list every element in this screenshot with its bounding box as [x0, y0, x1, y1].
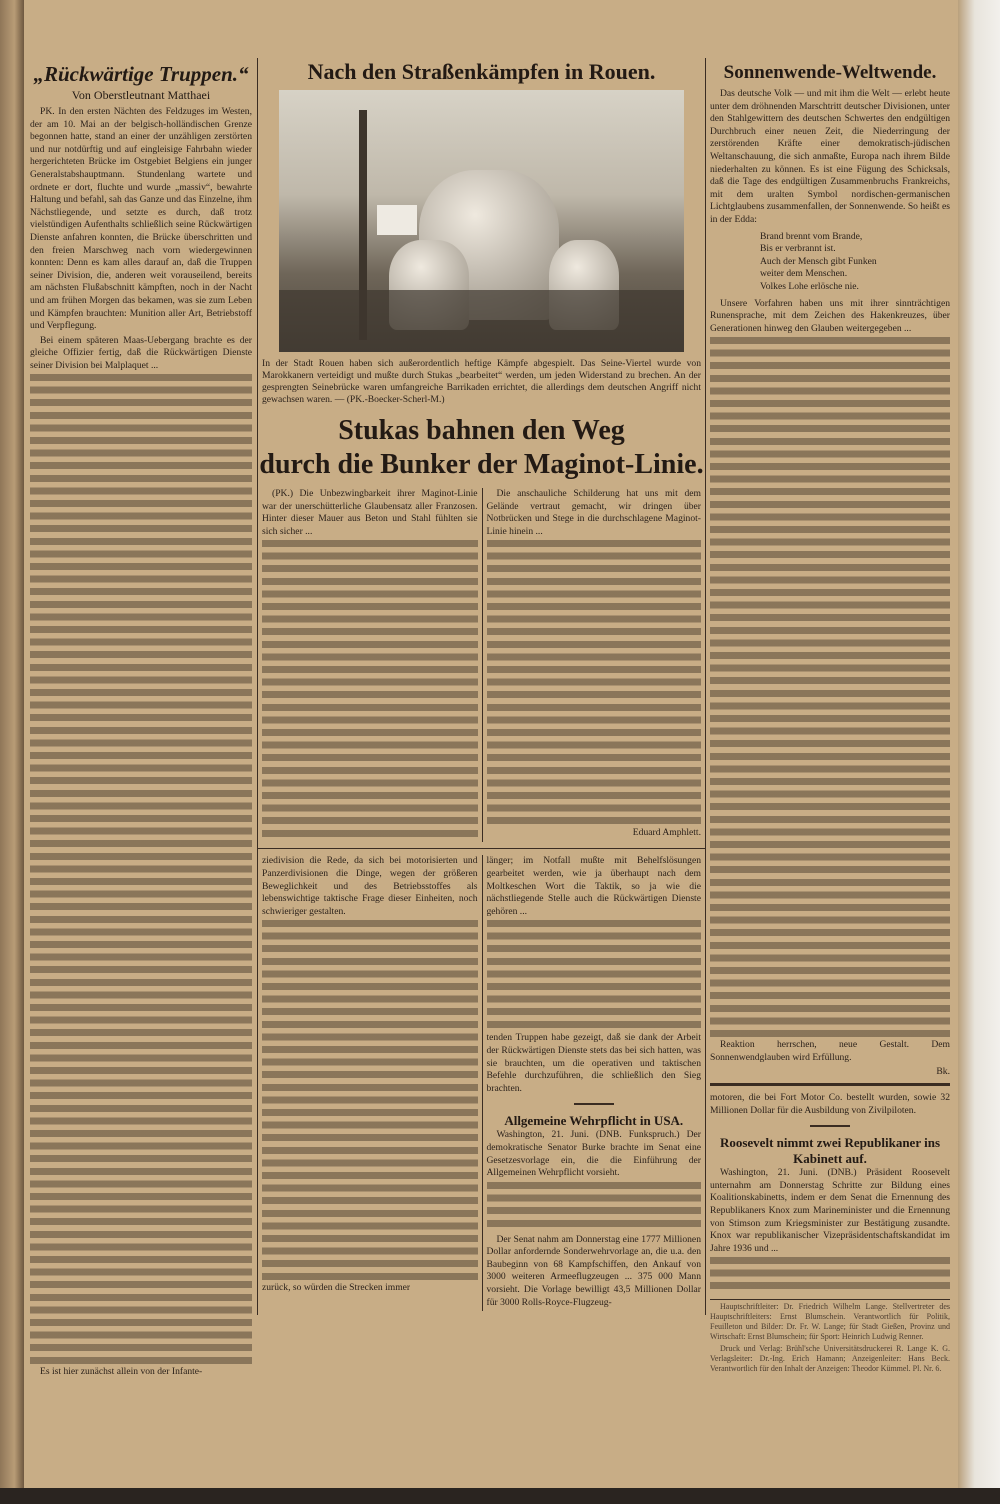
- imprint: [710, 1299, 950, 1374]
- paragraph: Reaktion herrschen, neue Gestalt. Dem Sonnenwendglauben wird Erfüllung.: [710, 1039, 950, 1063]
- article-roosevelt: [710, 1092, 950, 1374]
- scan-border: [0, 1488, 1000, 1504]
- article-continuation-col-1: [258, 855, 482, 1311]
- paragraph: Washington, 21. Juni. (DNB. Funkspruch.) Der demokratische Senator Burke brachte im Senat eine Gesetzesvorlage ein, die die Einführung der Allgemeinen Wehrpflicht vorsieht.: [486, 1129, 701, 1179]
- article-byline: Von Oberstleutnant Matthaei: [71, 88, 211, 102]
- verse-line: Auch der Mensch gibt Funken: [760, 255, 877, 267]
- article-stukas-col-2: [482, 488, 706, 842]
- paragraph: Das deutsche Volk — und mit ihm die Welt — erlebt heute unter dem dröhnenden Marschtritt deutscher Divisionen, unter den Stahlgewittern des deutschen Schwertes den endgültigen Durchbruch einer neuen Zeit, die Niederringung der zerstörenden Kräfte einer demokratisch-jüdischen Weltanschauung, die sich anmaßte, Europa nach ihrem Bilde niederhalten zu können. Es ist eine Fügung des Schicksals, daß die Tage des endgültigen Zusammenbruchs Frankreichs, mit dem uralten Symbol nordischen-germanischen Lichtglaubens zusammenfallen, der Sonnenwende. So heißt es in der Edda:: [710, 88, 950, 225]
- paragraph: zurück, so würden die Strecken immer: [262, 1282, 411, 1294]
- headline-line-1: Stukas bahnen den Weg: [338, 415, 625, 446]
- page-edge: [958, 0, 1000, 1504]
- paragraph: Der Senat nahm am Donnerstag eine 1777 Millionen Dollar anfordernde Sonderwehrvorlage an, die u.a. den Baubeginn von 68 Kampfschiffen, den Ankauf von 3000 weiteren Armeeflugzeugen ... 375 000 Mann vorsieht. Die Vorlage bewilligt 43,5 Millionen Dollar für 3000 Rolls-Royce-Flugzeug-: [486, 1233, 701, 1308]
- body-text-block: [487, 1182, 702, 1232]
- body-text-block: [710, 337, 950, 1037]
- paragraph: PK. In den ersten Nächten des Feldzuges im Westen, der am 10. Mai an der belgisch-holländischen Grenze begonnen hatte, stand an einer der unzähligen zerstörten und nur notdürftig und auf eingleisige Fahrbahn wieder hergerichteten Brücke im Ostgebiet Belgiens ein junger Generalstabshauptmann. Stundenlang wartete und ordnete er dort, fluchte und wurde „massiv“, bewahrte Haltung und befahl, sah das Ganze und das Einzelne, ihm Nächstliegende, und setzte es durch, daß trotz vielstündigen Aufenthalts schließlich seine Rückwärtigen Dienste anfahren konnten, die Brücke überschritten und den freien Marschweg nach vorn wiedergewinnen konnten: Denn es kam alles darauf an, daß die Truppen seiner Division, die, anderen weit vorauseilend, bereits am nächsten Flußabschnitt kämpften, noch in der Nacht und am frühen Morgen das bekamen, was sie zum Leben und Kämpfen brauchten: Munition aller Art, Betriebstoff und Verpflegung.: [30, 106, 252, 332]
- article-sonnenwende: [710, 58, 950, 1079]
- paragraph: motoren, die bei Fort Motor Co. bestellt wurden, sowie 32 Millionen Dollar für die Ausbildung von Zivilpiloten.: [710, 1092, 950, 1116]
- article-title-usa: Allgemeine Wehrpflicht in USA.: [504, 1113, 684, 1129]
- article-stukas-col-1: [258, 488, 482, 842]
- section-divider: [710, 1083, 950, 1086]
- body-text-block: [487, 920, 702, 1030]
- article-rueckwaertige-truppen: [30, 60, 252, 1381]
- body-text-block: [30, 374, 252, 1364]
- verse-line: Volkes Lohe erlösche nie.: [760, 280, 859, 292]
- paragraph: tenden Truppen habe gezeigt, daß sie dank der Arbeit der Rückwärtigen Dienste stets das bei sich hatten, was sie brauchten, um die operativen und taktischen Befehle durchzuführen, die schließlich den Sieg brachten.: [486, 1032, 701, 1094]
- author-signature: Eduard Amphlett.: [632, 827, 701, 839]
- photo-headline: Nach den Straßenkämpfen in Rouen.: [307, 59, 656, 84]
- article-title: Roosevelt nimmt zwei Republikaner ins Kabinett auf.: [719, 1135, 941, 1167]
- right-column: [710, 58, 950, 1376]
- article-continuation: [258, 855, 705, 1311]
- paragraph: ziedivision die Rede, da sich bei motorisierten und Panzerdivisionen die Dinge, wegen der größeren Beweglichkeit und des Betriebsstoffes als lebenswichtige taktische Frage dieser Einheiten, noch schwieriger gestalten.: [262, 855, 478, 917]
- section-divider: [258, 848, 705, 849]
- verse-line: weiter dem Menschen.: [760, 268, 848, 280]
- edda-verse: [710, 231, 950, 294]
- main-headline: [258, 414, 705, 482]
- article-title: „Rückwärtige Truppen.“: [33, 62, 249, 86]
- paragraph: Washington, 21. Juni. (DNB.) Präsident Roosevelt unternahm am Donnerstag Schritte zur Bildung eines Koalitionskabinetts, indem er dem Senat die Ernennung des Republikaners Knox zum Marineminister und die Ernennung von Stimson zum Kriegsminister zur Bestätigung zusandte. Knox war republikanischer Vizepräsidentschaftskandidat im Jahre 1936 und ...: [710, 1167, 950, 1254]
- paragraph: Bei einem späteren Maas-Uebergang brachte es der gleiche Offizier fertig, daß die Rückwärtigen Dienste seiner Division bei Malplaquet ...: [30, 334, 252, 371]
- body-text-block: [262, 920, 478, 1280]
- paragraph: Die anschauliche Schilderung hat uns mit dem Gelände vertraut gemacht, wir dringen über Notbrücken und Stege in die durchschlagene Maginot-Linie hinein ...: [486, 488, 701, 537]
- imprint-line: Hauptschriftleiter: Dr. Friedrich Wilhelm Lange. Stellvertreter des Hauptschriftleiters: Ernst Blumschein. Verantwortlich für Politik, Feuilleton und Bilder: Dr. Fr. W. Lange; für Stadt Gießen, Provinz und Wirtschaft: Ernst Blumschein; für Sport: Heinrich Ludwig Renner.: [710, 1302, 950, 1342]
- article-stukas: [258, 488, 705, 842]
- photo-caption: In der Stadt Rouen haben sich außerordentlich heftige Kämpfe abgespielt. Das Seine-Viertel wurde von Marokkanern verteidigt und mußte durch Stukas „bearbeitet“ werden, um jeden Widerstand zu brechen. An der gesprengten Seinebrücke waren umfangreiche Barrikaden errichtet, die allerdings dem deutschen Angriff nicht gewachsen waren. — (PK.-Boecker-Scherl-M.): [262, 358, 701, 405]
- paragraph: (PK.) Die Unbezwingbarkeit ihrer Maginot-Linie war der unerschütterliche Glaubensatz aller Franzosen. Hinter dieser Mauer aus Beton und Stahl fühlten sie sich sicher ...: [262, 488, 478, 537]
- verse-line: Bis er verbrannt ist.: [760, 243, 836, 255]
- body-text-block: [487, 540, 702, 825]
- verse-line: Brand brennt vom Brande,: [760, 230, 863, 242]
- paragraph: länger; im Notfall mußte mit Behelfslösungen gearbeitet werden, wie ja überhaupt nach dem Moltkeschen Wort die Taktik, so ja wie die nächstliegende Stelle auch die Rückwärtigen Dienste gehören ...: [486, 855, 701, 917]
- body-text-block: [262, 540, 478, 840]
- article-title: Sonnenwende-Weltwende.: [723, 62, 937, 83]
- imprint-line: Druck und Verlag: Brühl'sche Universitätsdruckerei R. Lange K. G. Verlagsleiter: Dr.-Ing. Erich Hamann; Anzeigenleiter: Hans Beck. Verantwortlich für den Inhalt der Anzeigen: Theodor Kümmel. Pl. Nr. 6.: [710, 1344, 950, 1374]
- center-section: [257, 58, 706, 1315]
- divider: [574, 1103, 614, 1105]
- headline-line-2: durch die Bunker der Maginot-Linie.: [259, 449, 704, 480]
- body-text-block: [710, 1257, 950, 1295]
- paragraph: Unsere Vorfahren haben uns mit ihrer sinnträchtigen Runensprache, mit dem Zeichen des Hakenkreuzes, über Generationen hinweg den Glauben weitergegeben ...: [710, 297, 950, 334]
- adjacent-page-edge: [0, 0, 24, 1504]
- article-continuation-col-2: [482, 855, 706, 1311]
- divider: [810, 1125, 850, 1127]
- news-photo-rouen-barricade: [279, 90, 684, 352]
- author-signature: Bk.: [936, 1066, 950, 1078]
- paragraph: Es ist hier zunächst allein von der Infante-: [40, 1366, 203, 1378]
